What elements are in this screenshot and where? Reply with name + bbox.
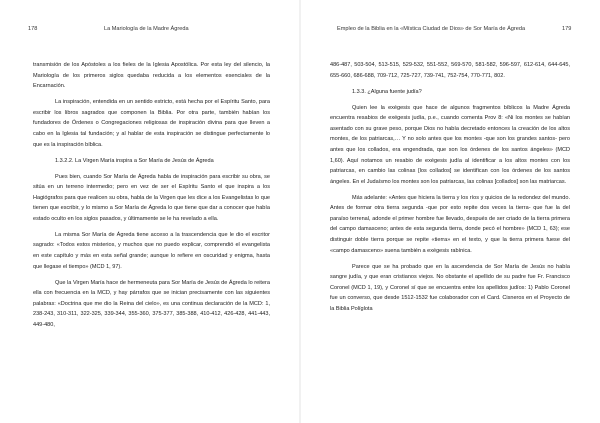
paragraph: Quien lee la exégesis que hace de algunos fragmentos bíblicos la Madre Ágreda encuentra resabios de exégesis judía, p.e., cuando comenta Prov 8: «Ni los montes se habían asentado con su grave peso, porque Dios no había decretado entonces la creación de los altos montes, de los patriarcas,… Y no solo antes que los montes -que son los grandes santos- pero antes que los collados, era engendrada, que son los órdenes de los santos ángeles» (MCD 1,60). Aquí notamos un resabio de exégesis judía al identificar a los altos montes con los patriarcas, en cambio las colinas [los collados] se identifican con los órdenes de los santos ángeles. En el Judaísmo los montes son los patriarcas, las colinas [collados] son las matriarcas. [330, 104, 570, 185]
left-running-title: La Mariología de la Madre Ágreda [104, 26, 189, 32]
paragraph: transmisión de los Apóstoles a los fieles de la Iglesia Apostólica. Por esta ley del silencio, la Mariología de los primeros siglos quedaba reducida a los elementos esenciales de la Encarnación. [33, 62, 270, 90]
section-heading: 1.3.2.2. La Virgen María inspira a Sor María de Jesús de Ágreda [55, 157, 214, 164]
left-page-number: 178 [28, 26, 38, 32]
right-page [300, 0, 600, 423]
paragraph: Pues bien, cuando Sor María de Ágreda habla de inspiración para escribir su obra, se sitúa en un terreno intermedio; pero en vez de ser el Espíritu Santo el que inspira a los Hagiógrafos para que realicen su obra, habla de la Virgen que les dice a los Evangelistas lo que tienen que escribir, y lo mismo a Sor María de Ágreda lo que tiene que dar a conocer que había estado oculto en los siglos pasados, y últimamente se le ha revelado a ella. [33, 173, 270, 222]
paragraph: 486-487, 503-504, 513-515, 529-532, 551-552, 569-570, 581-582, 596-597, 612-614, 644-645, 655-660, 686-688, 709-712, 725-727, 739-741, 752-754, 770-771, 802. [330, 62, 570, 79]
section-heading: 1.3.3. ¿Alguna fuente judía? [352, 88, 422, 95]
paragraph: Parece que se ha probado que en la ascendencia de Sor María de Jesús no había sangre judía, y que eran cristianos viejos. No obstante el apellido de su padre fue Fr. Francisco Coronel (MCD 1, 19), y Coronel sí que se encuentra entre los apellidos judíos: 1) Pablo Coronel fue un converso, que desde 1512-1532 fue colaborador con el Card. Cisneros en el Proyecto de la Biblia Políglota [330, 263, 570, 313]
right-page-number: 179 [562, 26, 572, 32]
paragraph: Que la Virgen María hace de hermeneuta para Sor María de Jesús de Ágreda lo reitera ella con frecuencia en la MCD, y hay párrafos que se inician precisamente con las siguientes palabras: «Doctrina que me dio la Reina del cielo», es una continua declaración de la MCD: 1, 238-243, 310-311, 322-325, 339-344, 355-360, 375-377, 385-388, 410-412, 426-428, 441-443, 449-480, [33, 279, 270, 329]
right-page-body [330, 60, 570, 320]
paragraph: Más adelante: «Antes que hiciera la tierra y los ríos y quicios de la redondez del mundo. Antes de formar otra tierra segunda -que por esto repite dos veces la tierra- que fue la del paraíso terrenal, adonde el primer hombre fue llevado, después de ser criado de la tierra primera del campo damasceno; antes de esta segunda tierra, donde pecó el hombre» (MCD 1, 63); ese distinguir doble tierra porque se repite «tierra» en el texto, y que la tierra primera fuese del «campo damasceno» suena también a exégesis rabínica. [330, 194, 570, 254]
paragraph: La misma Sor María de Ágreda tiene acceso a la trascendencia que le dio el escritor sagrado: «Todos estos misterios, y muchos que no puedo explicar, comprendió el evangelista en este capítulo y más en esta señal grande; aunque lo refiere en oscuridad y enigma, hasta que llegase el tiempo» (MCD 1, 97). [33, 231, 270, 270]
right-running-title: Empleo de la Biblia en la «Mística Ciudad de Dios» de Sor María de Ágreda [337, 26, 526, 32]
left-page-body [33, 60, 270, 336]
paragraph: La inspiración, entendida en un sentido estricto, está hecha por el Espíritu Santo, para escribir los libros sagrados que componen la Biblia. Por otra parte, también habían los fundadores de Órdenes o Congregaciones religiosas de inspiración divina para que lleven a cabo en la Iglesia tal fundación; y al hablar de esta inspiración se distingue perfectamente lo que es la inspiración bíblica. [33, 99, 270, 148]
